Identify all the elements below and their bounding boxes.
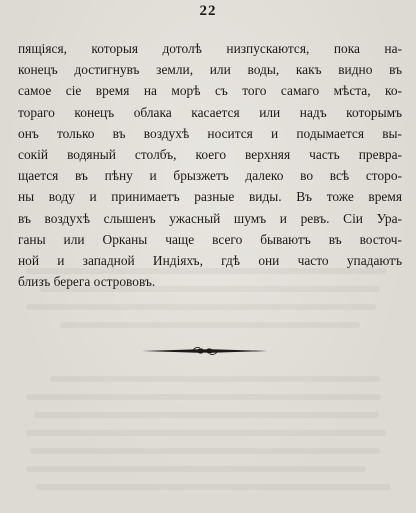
text-line: щается въ пѣну и брызжетъ далеко во всѣ сторо- [18,168,402,184]
text-line: самое сіе время на морѣ съ того самаго мѣста, ко- [18,83,402,99]
text-line: конецъ достигнувъ земли, или воды, какъ видно въ [18,62,402,78]
ornamental-rule [140,344,270,358]
text-line: сокій водяный столбъ, коего верхняя часть превра- [18,147,402,163]
text-line: тораго конецъ облака касается или надъ которымъ [18,104,402,120]
text-line: близъ берега острововъ. [18,274,156,290]
text-line: пящіяся, которыя дотолѣ низпускаются, пока на- [18,41,402,56]
text-line: онъ только въ воздухѣ носится и подымается вы- [18,125,402,141]
text-line: въ воздухѣ слышенъ ужасный шумъ и ревъ. Сіи Ура- [18,210,402,226]
body-text [18,38,402,292]
text-line: ганы или Орканы чаще всего бываютъ въ восточ- [18,231,402,247]
reverse-side-bleed [0,258,416,513]
text-line: ны воду и принимаетъ разные виды. Въ тоже время [18,189,402,205]
text-line: ной и западной Индіяхъ, гдѣ они часто упадаютъ [18,253,402,269]
page-number: 22 [199,3,217,19]
